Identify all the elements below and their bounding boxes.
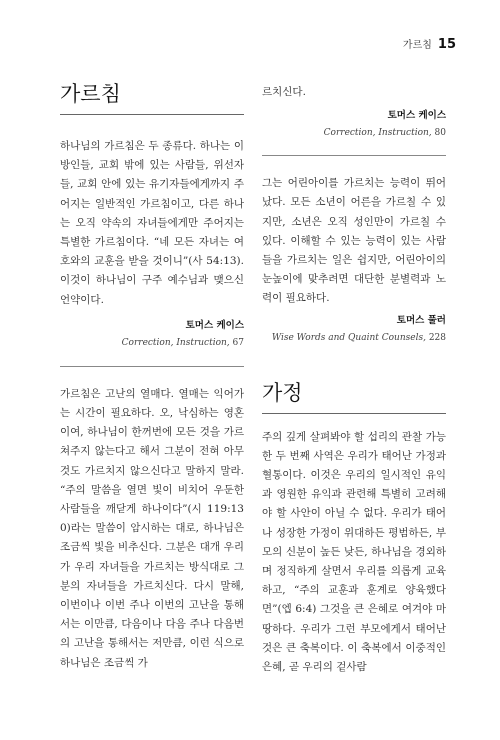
entry-source — [60, 338, 244, 348]
running-title: 가르침 — [402, 40, 432, 51]
entry-source — [262, 333, 446, 343]
entry-paragraph: 가르침은 고난의 열매다. 열매는 익어가는 시간이 필요하다. 오, 낙심하는 영혼이여, 하나님이 한꺼번에 모든 것을 가르쳐주지 않는다고 해서 그분이 전혀 아무것도 가르치지 않으신다고 말하지 말라. “주의 말씀을 열면 빛이 비치어 우둔한 사람들을 깨닫게 하나이다”(시 119:130)라는 말씀이 암시하는 대로, 하나님은 조금씩 빛을 비추신다. 그분은 대개 우리가 우리 자녀들을 가르치는 방식대로 그분의 자녀들을 가르치신다. 다시 말해, 이번이나 이번 주나 이번의 고난을 통해서는 이만큼, 다음이나 다음 주나 다음번의 고난을 통해서는 저만큼, 이런 식으로 하나님은 조금씩 가 — [60, 387, 244, 669]
source-page: 67 — [229, 337, 244, 348]
page-number: 15 — [437, 37, 456, 52]
entry-source — [262, 128, 446, 138]
source-title: Correction, Instruction, — [121, 337, 230, 348]
source-page: 228 — [425, 332, 446, 343]
source-page: 80 — [431, 128, 446, 139]
source-title: Wise Words and Quaint Counsels, — [271, 332, 426, 343]
section-title-teaching: 가르침 — [60, 78, 244, 115]
entry-author: 토머스 풀러 — [396, 314, 446, 326]
entry-divider — [262, 155, 446, 156]
entry-paragraph: 하나님의 가르침은 두 종류다. 하나는 이방인들, 교회 밖에 있는 사람들, 위선자들, 교회 안에 있는 유기자들에게까지 주어지는 일반적인 가르침이고, 다른 하나는 오직 약속의 자녀들에게만 주어지는 특별한 가르침이다. “네 모든 자녀는 여호와의 교훈을 받을 것이니”(사 54:13). 이것이 하나님이 구주 예수님과 맺으신 언약이다. — [60, 140, 244, 306]
entry-author: 토머스 케이스 — [387, 110, 446, 122]
section-title-family: 가정 — [262, 377, 446, 414]
source-title: Correction, Instruction, — [323, 128, 432, 139]
entry-paragraph-continued: 르치신다. — [262, 86, 306, 98]
running-header — [403, 36, 456, 52]
right-column — [262, 78, 446, 677]
left-column — [60, 78, 244, 673]
entry-divider — [60, 366, 244, 367]
entry-paragraph: 주의 깊게 살펴봐야 할 섭리의 관찰 가능한 두 번째 사역은 우리가 태어난 가정과 혈통이다. 이것은 우리의 일시적인 유익과 영원한 유익과 관련해 특별히 고려해야 할 사안이 아닐 수 없다. 우리가 태어나 성장한 가정이 위대하든 평범하든, 부모의 신분이 높든 낮든, 하나님을 경외하며 정직하게 살면서 우리를 의롭게 교육하고, “주의 교훈과 훈계로 양육했다면”(엡 6:4) 그것을 큰 은혜로 여겨야 마땅하다. 우리가 그런 부모에게서 태어난 것은 큰 축복이다. 이 축복에서 이중적인 은혜, 곧 우리의 겉사람 — [262, 430, 446, 674]
entry-author: 토머스 케이스 — [185, 319, 244, 331]
entry-paragraph: 그는 어린아이를 가르치는 능력이 뛰어났다. 모든 소년이 어른을 가르칠 수 있지만, 소년은 오직 성인만이 가르칠 수 있다. 이해할 수 있는 능력이 있는 사람들을 가르치는 일은 쉽지만, 어린아이의 눈높이에 맞추려면 대단한 분별력과 노력이 필요하다. — [262, 177, 446, 305]
